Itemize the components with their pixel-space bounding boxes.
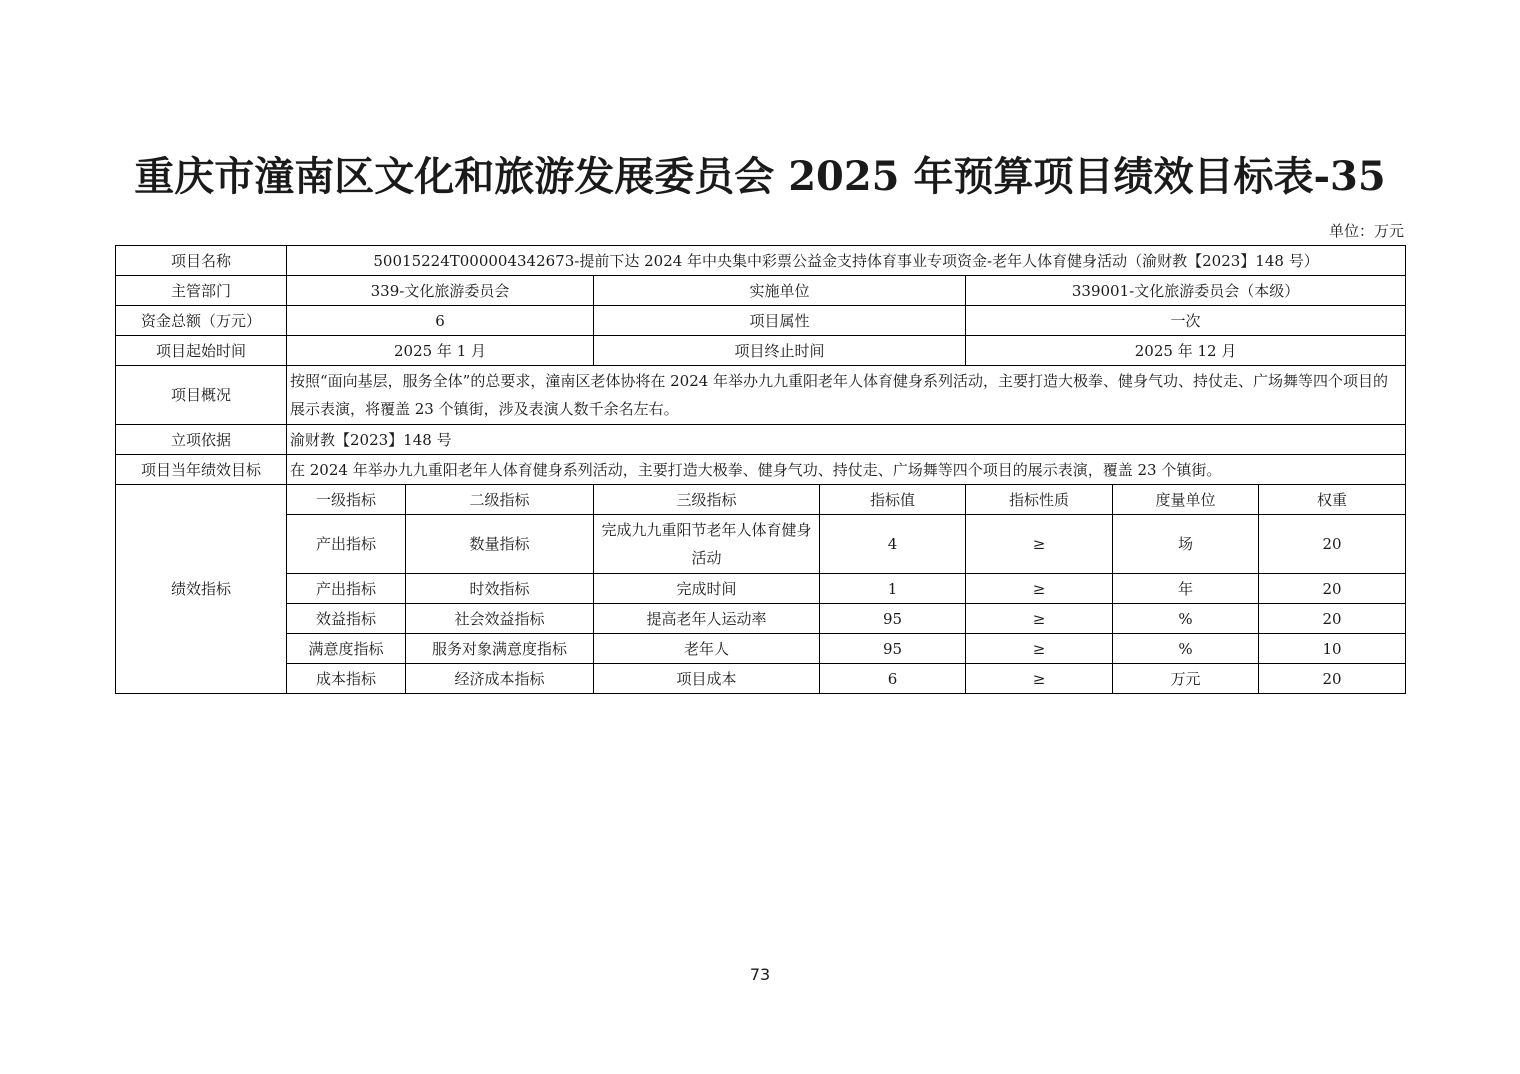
perf-header-cell: 指标性质: [966, 485, 1113, 515]
perf-cell: 老年人: [594, 634, 820, 664]
impl-unit-label: 实施单位: [594, 276, 966, 306]
perf-cell: 产出指标: [287, 574, 406, 604]
fund-total-label: 资金总额（万元）: [116, 306, 287, 336]
perf-cell: 年: [1113, 574, 1259, 604]
row-dept: [116, 276, 1406, 306]
dept-value: 339-文化旅游委员会: [287, 276, 594, 306]
perf-cell: 20: [1259, 574, 1406, 604]
perf-cell: 6: [820, 664, 966, 694]
perf-cell: ≥: [966, 634, 1113, 664]
perf-cell: ≥: [966, 515, 1113, 574]
perf-cell: 20: [1259, 664, 1406, 694]
perf-cell: 20: [1259, 604, 1406, 634]
perf-cell: 提高老年人运动率: [594, 604, 820, 634]
perf-row: [116, 664, 1406, 694]
row-goal: [116, 455, 1406, 485]
perf-cell: ≥: [966, 664, 1113, 694]
perf-cell: 成本指标: [287, 664, 406, 694]
start-value: 2025 年 1 月: [287, 336, 594, 366]
perf-cell: 10: [1259, 634, 1406, 664]
row-time: [116, 336, 1406, 366]
perf-cell: 效益指标: [287, 604, 406, 634]
perf-cell: 产出指标: [287, 515, 406, 574]
perf-header-cell: 权重: [1259, 485, 1406, 515]
goal-value: 在 2024 年举办九九重阳老年人体育健身系列活动，主要打造大极拳、健身气功、持仗走、广场舞等四个项目的展示表演，覆盖 23 个镇街。: [287, 455, 1406, 485]
dept-label: 主管部门: [116, 276, 287, 306]
performance-goal-table: [115, 245, 1406, 694]
goal-label: 项目当年绩效目标: [116, 455, 287, 485]
perf-cell: %: [1113, 634, 1259, 664]
perf-cell: ≥: [966, 604, 1113, 634]
perf-cell: 95: [820, 604, 966, 634]
attr-value: 一次: [966, 306, 1406, 336]
perf-cell: 社会效益指标: [406, 604, 594, 634]
perf-cell: 满意度指标: [287, 634, 406, 664]
page-number: 73: [749, 965, 771, 984]
perf-cell: 时效指标: [406, 574, 594, 604]
fund-total-value: 6: [287, 306, 594, 336]
perf-cell: 20: [1259, 515, 1406, 574]
perf-header-cell: 度量单位: [1113, 485, 1259, 515]
perf-cell: %: [1113, 604, 1259, 634]
perf-cell: 数量指标: [406, 515, 594, 574]
overview-value: 按照“面向基层，服务全体”的总要求，潼南区老体协将在 2024 年举办九九重阳老年人体育健身系列活动，主要打造大极拳、健身气功、持仗走、广场舞等四个项目的展示表演，将覆盖 23 个镇街，涉及表演人数千余名左右。: [287, 366, 1406, 425]
perf-row: [116, 634, 1406, 664]
perf-cell: 经济成本指标: [406, 664, 594, 694]
overview-label: 项目概况: [116, 366, 287, 425]
project-name-value: 50015224T000004342673-提前下达 2024 年中央集中彩票公益金支持体育事业专项资金-老年人体育健身活动（渝财教【2023】148 号）: [287, 246, 1406, 276]
perf-row: [116, 604, 1406, 634]
basis-value: 渝财教【2023】148 号: [287, 425, 1406, 455]
perf-header-row: [116, 485, 1406, 515]
perf-label: 绩效指标: [116, 485, 287, 694]
impl-unit-value: 339001-文化旅游委员会（本级）: [966, 276, 1406, 306]
attr-label: 项目属性: [594, 306, 966, 336]
start-label: 项目起始时间: [116, 336, 287, 366]
row-overview: [116, 366, 1406, 425]
perf-cell: 项目成本: [594, 664, 820, 694]
page-title: 重庆市潼南区文化和旅游发展委员会 2025 年预算项目绩效目标表-35: [134, 153, 1386, 200]
perf-header-cell: 一级指标: [287, 485, 406, 515]
perf-cell: 场: [1113, 515, 1259, 574]
perf-cell: 完成时间: [594, 574, 820, 604]
perf-cell: 4: [820, 515, 966, 574]
unit-label: 单位：万元: [1328, 222, 1404, 240]
perf-header-cell: 三级指标: [594, 485, 820, 515]
perf-cell: 95: [820, 634, 966, 664]
perf-cell: 服务对象满意度指标: [406, 634, 594, 664]
row-basis: [116, 425, 1406, 455]
end-label: 项目终止时间: [594, 336, 966, 366]
perf-header-cell: 二级指标: [406, 485, 594, 515]
perf-row: [116, 515, 1406, 574]
perf-row: [116, 574, 1406, 604]
basis-label: 立项依据: [116, 425, 287, 455]
perf-cell: 万元: [1113, 664, 1259, 694]
project-name-label: 项目名称: [116, 246, 287, 276]
end-value: 2025 年 12 月: [966, 336, 1406, 366]
row-fund: [116, 306, 1406, 336]
perf-cell: 完成九九重阳节老年人体育健身活动: [594, 515, 820, 574]
perf-header-cell: 指标值: [820, 485, 966, 515]
perf-cell: 1: [820, 574, 966, 604]
row-project-name: [116, 246, 1406, 276]
perf-cell: ≥: [966, 574, 1113, 604]
